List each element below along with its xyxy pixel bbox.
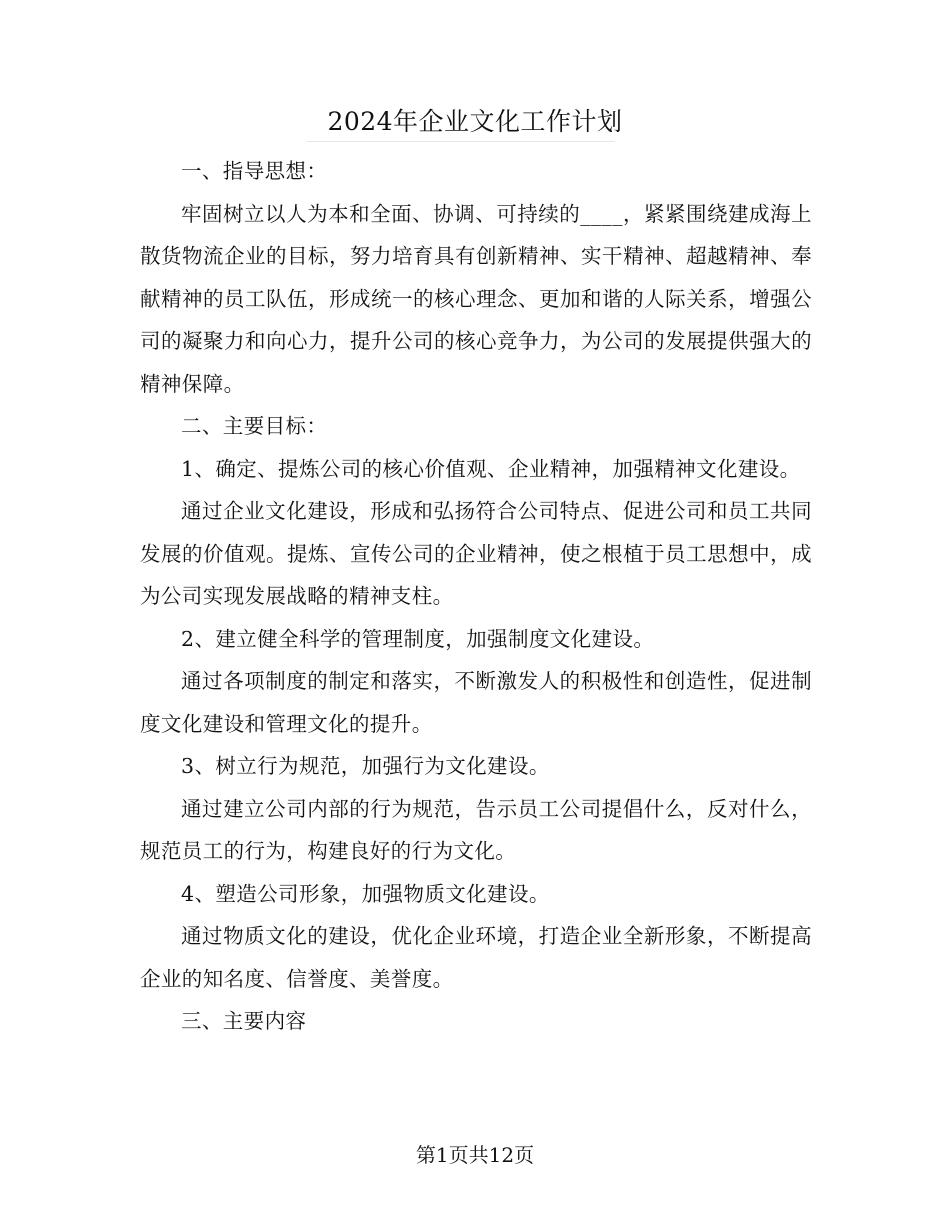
document-title: 2024年企业文化工作计划 bbox=[327, 107, 623, 136]
page-number-footer: 第1页共12页 bbox=[415, 1143, 535, 1167]
goal-item-4: 4、塑造公司形象，加强物质文化建设。 bbox=[181, 881, 550, 906]
goal-paragraph-4: 通过物质文化的建设，优化企业环境，打造企业全新形象，不断提高企业的知名度、信誉度、美誉度。 bbox=[140, 924, 812, 991]
goal-item-1: 1、确定、提炼公司的核心价值观、企业精神，加强精神文化建设。 bbox=[181, 456, 801, 481]
section-heading-main-content: 三、主要内容 bbox=[181, 1009, 307, 1033]
document-body bbox=[140, 150, 812, 1043]
goal-item-2: 2、建立健全科学的管理制度，加强制度文化建设。 bbox=[181, 626, 655, 651]
goal-paragraph-3: 通过建立公司内部的行为规范，告示员工公司提倡什么，反对什么，规范员工的行为，构建良好的行为文化。 bbox=[140, 796, 812, 863]
section-heading-main-goals: 二、主要目标： bbox=[181, 414, 328, 438]
goal-paragraph-2: 通过各项制度的制定和落实，不断激发人的积极性和创造性，促进制度文化建设和管理文化的提升。 bbox=[140, 669, 812, 736]
paragraph-guiding-ideology: 牢固树立以人为本和全面、协调、可持续的____，紧紧围绕建成海上散货物流企业的目标，努力培育具有创新精神、实干精神、超越精神、奉献精神的员工队伍，形成统一的核心理念、更加和谐的人际关系，增强公司的凝聚力和向心力，提升公司的核心竞争力，为公司的发展提供强大的精神保障。 bbox=[140, 201, 812, 396]
goal-item-3: 3、树立行为规范，加强行为文化建设。 bbox=[181, 754, 550, 778]
title-underline bbox=[307, 141, 615, 142]
goal-paragraph-1: 通过企业文化建设，形成和弘扬符合公司特点、促进公司和员工共同发展的价值观。提炼、宣传公司的企业精神，使之根植于员工思想中，成为公司实现发展战略的精神支柱。 bbox=[140, 499, 812, 608]
section-heading-guiding-ideology: 一、指导思想： bbox=[181, 159, 328, 183]
